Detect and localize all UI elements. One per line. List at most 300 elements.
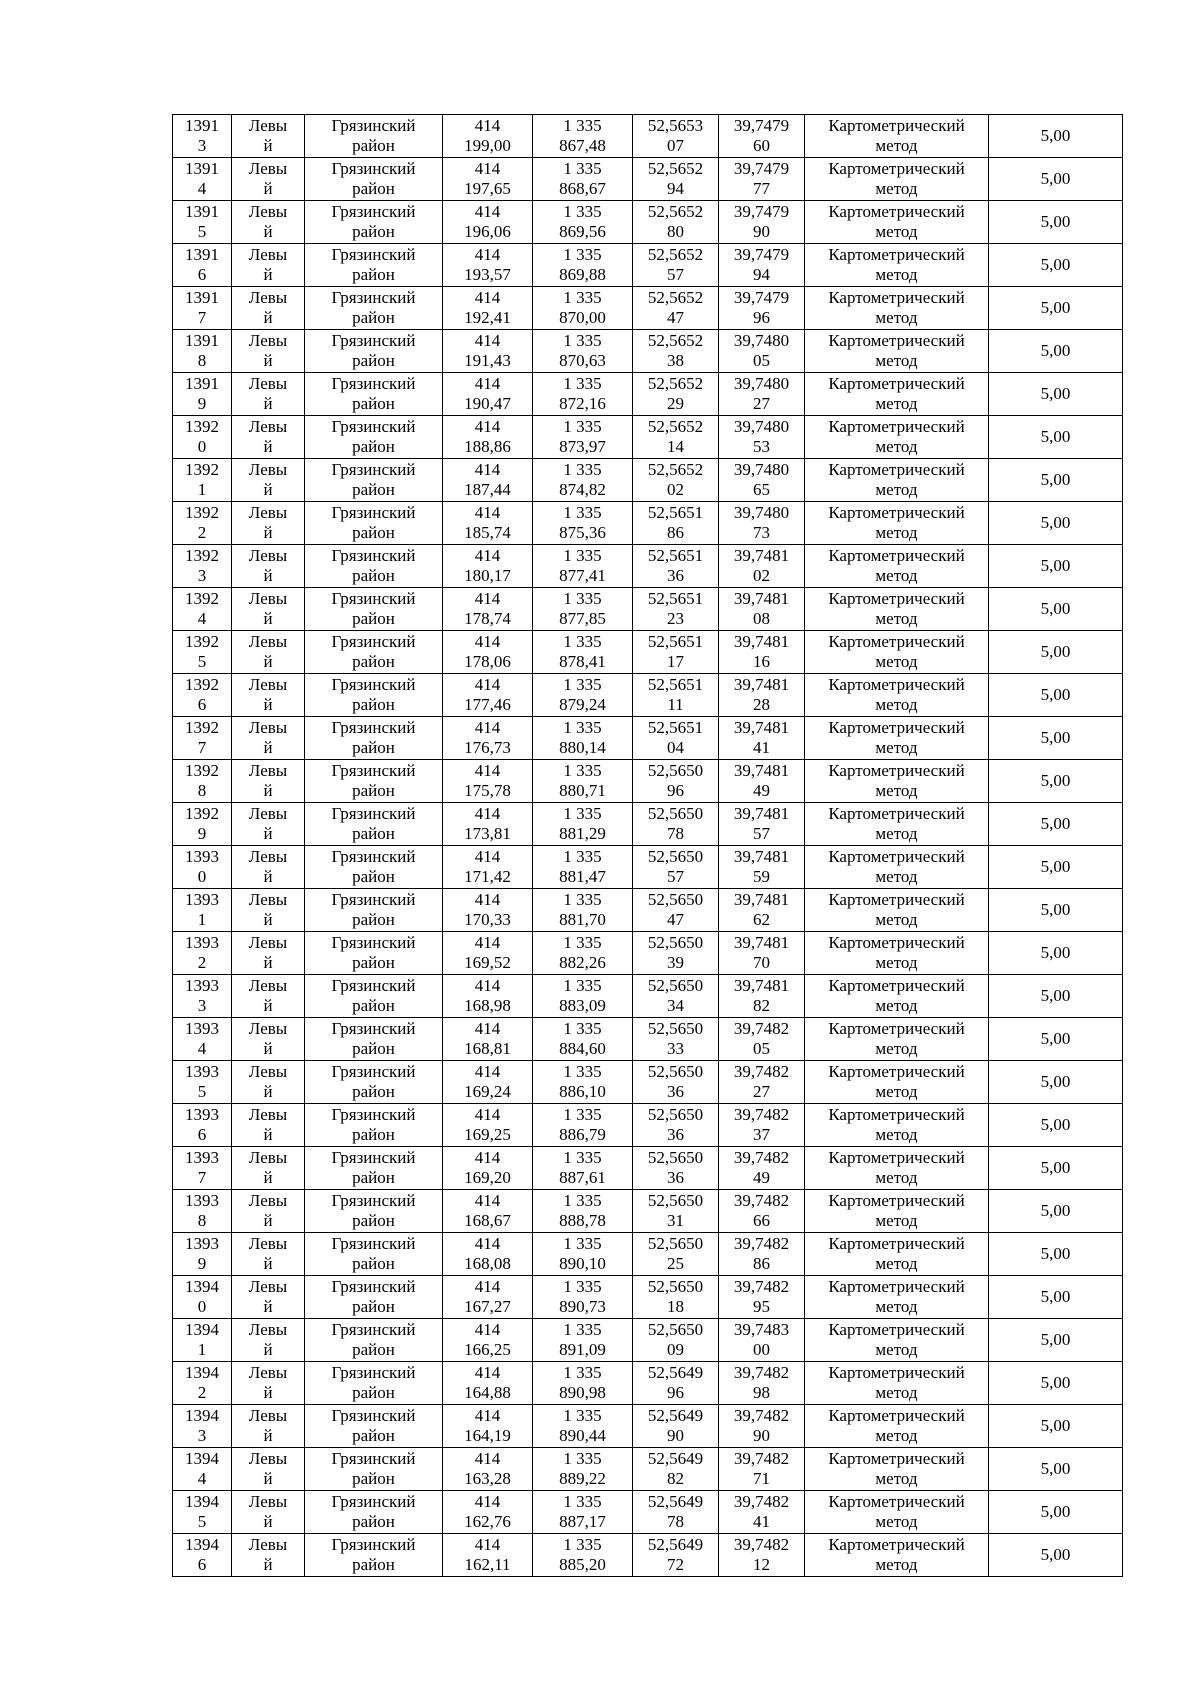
- cell-side: [232, 760, 305, 803]
- cell-latitude: [633, 1448, 719, 1491]
- cell-point-number-line: 1394: [185, 1449, 219, 1468]
- cell-side-line: й: [263, 824, 273, 843]
- cell-side-line: Левы: [248, 159, 288, 178]
- cell-method-line: Картометрический: [828, 804, 965, 823]
- cell-latitude: [633, 502, 719, 545]
- cell-side: [232, 330, 305, 373]
- cell-latitude-line: 52,5650: [647, 1234, 704, 1253]
- cell-longitude: [719, 1319, 805, 1362]
- cell-side-line: й: [263, 1340, 273, 1359]
- cell-longitude: [719, 115, 805, 158]
- cell-y-coordinate: [533, 115, 633, 158]
- cell-latitude-line: 07: [667, 136, 684, 155]
- cell-y-coordinate-line: 1 335: [563, 804, 602, 823]
- cell-method-line: метод: [875, 781, 918, 800]
- cell-y-coordinate-line: 879,24: [559, 695, 606, 714]
- cell-x-coordinate-line: 192,41: [464, 308, 511, 327]
- cell-point-number-line: 1392: [185, 589, 219, 608]
- cell-x-coordinate-line: 170,33: [464, 910, 511, 929]
- cell-point-number-line: 1393: [185, 1062, 219, 1081]
- cell-side-line: й: [263, 781, 273, 800]
- cell-method: [805, 244, 989, 287]
- cell-district-line: район: [352, 308, 395, 327]
- cell-point-number-line: 1392: [185, 546, 219, 565]
- cell-latitude-line: 29: [667, 394, 684, 413]
- cell-latitude-line: 96: [667, 781, 684, 800]
- cell-x-coordinate-line: 414: [474, 890, 501, 909]
- cell-method-line: Картометрический: [828, 976, 965, 995]
- cell-point-number-line: 6: [197, 265, 207, 284]
- cell-method-line: метод: [875, 1039, 918, 1058]
- cell-x-coordinate: [443, 1190, 533, 1233]
- cell-district-line: район: [352, 1555, 395, 1574]
- cell-point-number-line: 7: [197, 308, 207, 327]
- cell-side: [232, 201, 305, 244]
- cell-side-line: й: [263, 609, 273, 628]
- cell-district-line: Грязинский: [331, 1062, 416, 1081]
- cell-district-line: район: [352, 1426, 395, 1445]
- cell-point-number: [173, 1491, 232, 1534]
- cell-method-line: Картометрический: [828, 1019, 965, 1038]
- cell-y-coordinate-line: 885,20: [559, 1555, 606, 1574]
- cell-method-line: Картометрический: [828, 460, 965, 479]
- cell-x-coordinate-line: 178,06: [464, 652, 511, 671]
- cell-longitude: [719, 717, 805, 760]
- cell-x-coordinate: [443, 545, 533, 588]
- cell-x-coordinate: [443, 932, 533, 975]
- cell-x-coordinate-line: 414: [474, 1449, 501, 1468]
- cell-point-number: [173, 502, 232, 545]
- cell-longitude-line: 39,7481: [733, 890, 790, 909]
- cell-x-coordinate-line: 414: [474, 460, 501, 479]
- cell-y-coordinate-line: 867,48: [559, 136, 606, 155]
- cell-x-coordinate: [443, 201, 533, 244]
- cell-side-line: Левы: [248, 589, 288, 608]
- cell-x-coordinate: [443, 631, 533, 674]
- cell-point-number-line: 3: [197, 1426, 207, 1445]
- cell-method-line: метод: [875, 867, 918, 886]
- cell-y-coordinate-line: 880,71: [559, 781, 606, 800]
- cell-side-line: й: [263, 1125, 273, 1144]
- cell-point-number-line: 0: [197, 867, 207, 886]
- cell-y-coordinate-line: 880,14: [559, 738, 606, 757]
- cell-latitude-line: 09: [667, 1340, 684, 1359]
- cell-method: [805, 1190, 989, 1233]
- cell-y-coordinate-line: 883,09: [559, 996, 606, 1015]
- cell-district-line: Грязинский: [331, 1277, 416, 1296]
- cell-x-coordinate-line: 173,81: [464, 824, 511, 843]
- cell-longitude-line: 39,7479: [733, 245, 790, 264]
- cell-method-line: Картометрический: [828, 202, 965, 221]
- cell-y-coordinate-line: 886,10: [559, 1082, 606, 1101]
- cell-latitude-line: 52,5649: [647, 1449, 704, 1468]
- table-body: [173, 115, 1123, 1577]
- cell-side: [232, 1233, 305, 1276]
- cell-x-coordinate-line: 414: [474, 503, 501, 522]
- cell-method-line: Картометрический: [828, 1105, 965, 1124]
- cell-x-coordinate: [443, 846, 533, 889]
- cell-side-line: Левы: [248, 1406, 288, 1425]
- cell-longitude-line: 62: [753, 910, 770, 929]
- cell-accuracy: 5,00: [989, 373, 1123, 416]
- cell-district-line: район: [352, 1039, 395, 1058]
- cell-longitude: [719, 330, 805, 373]
- cell-y-coordinate: [533, 588, 633, 631]
- cell-side-line: й: [263, 1082, 273, 1101]
- cell-point-number-line: 1394: [185, 1406, 219, 1425]
- cell-y-coordinate: [533, 631, 633, 674]
- cell-point-number-line: 5: [197, 222, 207, 241]
- cell-accuracy: 5,00: [989, 674, 1123, 717]
- cell-method: [805, 1104, 989, 1147]
- cell-method-line: Картометрический: [828, 374, 965, 393]
- cell-latitude: [633, 932, 719, 975]
- cell-district: [305, 373, 443, 416]
- cell-side-line: й: [263, 996, 273, 1015]
- cell-y-coordinate: [533, 932, 633, 975]
- cell-x-coordinate-line: 177,46: [464, 695, 511, 714]
- cell-x-coordinate-line: 414: [474, 288, 501, 307]
- cell-point-number-line: 1392: [185, 718, 219, 737]
- cell-side-line: Левы: [248, 1449, 288, 1468]
- cell-x-coordinate-line: 169,25: [464, 1125, 511, 1144]
- cell-point-number-line: 5: [197, 1512, 207, 1531]
- cell-longitude-line: 65: [753, 480, 770, 499]
- cell-side-line: Левы: [248, 503, 288, 522]
- cell-latitude-line: 90: [667, 1426, 684, 1445]
- cell-y-coordinate-line: 882,26: [559, 953, 606, 972]
- cell-latitude-line: 96: [667, 1383, 684, 1402]
- cell-latitude-line: 11: [667, 695, 684, 714]
- cell-side: [232, 975, 305, 1018]
- cell-y-coordinate: [533, 416, 633, 459]
- cell-latitude: [633, 459, 719, 502]
- cell-district: [305, 1448, 443, 1491]
- cell-point-number-line: 9: [197, 394, 207, 413]
- cell-side-line: Левы: [248, 718, 288, 737]
- cell-method: [805, 889, 989, 932]
- cell-y-coordinate-line: 1 335: [563, 331, 602, 350]
- cell-side: [232, 1448, 305, 1491]
- cell-x-coordinate-line: 168,98: [464, 996, 511, 1015]
- table-row: [173, 287, 1123, 330]
- cell-side: [232, 717, 305, 760]
- cell-side: [232, 631, 305, 674]
- cell-method-line: метод: [875, 222, 918, 241]
- cell-district-line: Грязинский: [331, 546, 416, 565]
- cell-point-number: [173, 846, 232, 889]
- cell-latitude-line: 52,5651: [647, 546, 704, 565]
- cell-side-line: й: [263, 910, 273, 929]
- cell-accuracy: 5,00: [989, 932, 1123, 975]
- cell-method-line: метод: [875, 1426, 918, 1445]
- cell-district-line: Грязинский: [331, 1019, 416, 1038]
- cell-point-number: [173, 1018, 232, 1061]
- cell-district-line: район: [352, 996, 395, 1015]
- cell-longitude-line: 82: [753, 996, 770, 1015]
- cell-latitude: [633, 631, 719, 674]
- cell-longitude-line: 53: [753, 437, 770, 456]
- cell-longitude: [719, 588, 805, 631]
- cell-longitude: [719, 803, 805, 846]
- cell-side: [232, 545, 305, 588]
- cell-latitude-line: 52,5649: [647, 1535, 704, 1554]
- cell-y-coordinate-line: 1 335: [563, 1105, 602, 1124]
- cell-district-line: район: [352, 265, 395, 284]
- cell-latitude-line: 52,5652: [647, 288, 704, 307]
- cell-latitude-line: 78: [667, 1512, 684, 1531]
- cell-district: [305, 158, 443, 201]
- cell-latitude: [633, 545, 719, 588]
- cell-method-line: метод: [875, 179, 918, 198]
- cell-point-number-line: 6: [197, 695, 207, 714]
- cell-x-coordinate-line: 162,11: [464, 1555, 511, 1574]
- cell-district: [305, 330, 443, 373]
- cell-latitude: [633, 1147, 719, 1190]
- cell-point-number-line: 1392: [185, 417, 219, 436]
- cell-latitude: [633, 1319, 719, 1362]
- cell-side-line: Левы: [248, 288, 288, 307]
- cell-method: [805, 588, 989, 631]
- cell-side-line: й: [263, 1211, 273, 1230]
- cell-latitude-line: 52,5650: [647, 804, 704, 823]
- cell-method: [805, 1534, 989, 1577]
- cell-x-coordinate: [443, 1147, 533, 1190]
- cell-side: [232, 1319, 305, 1362]
- cell-latitude: [633, 1534, 719, 1577]
- cell-y-coordinate-line: 872,16: [559, 394, 606, 413]
- cell-y-coordinate-line: 887,17: [559, 1512, 606, 1531]
- cell-district: [305, 1018, 443, 1061]
- cell-y-coordinate-line: 878,41: [559, 652, 606, 671]
- cell-longitude: [719, 416, 805, 459]
- cell-longitude-line: 39,7482: [733, 1492, 790, 1511]
- cell-side-line: й: [263, 437, 273, 456]
- cell-longitude: [719, 1018, 805, 1061]
- cell-point-number: [173, 287, 232, 330]
- cell-latitude-line: 52,5651: [647, 718, 704, 737]
- cell-y-coordinate-line: 1 335: [563, 1019, 602, 1038]
- cell-method: [805, 1405, 989, 1448]
- cell-latitude: [633, 803, 719, 846]
- cell-district: [305, 1233, 443, 1276]
- cell-latitude: [633, 1018, 719, 1061]
- cell-x-coordinate-line: 176,73: [464, 738, 511, 757]
- cell-accuracy: 5,00: [989, 1147, 1123, 1190]
- cell-side: [232, 1104, 305, 1147]
- cell-x-coordinate: [443, 459, 533, 502]
- cell-method-line: Картометрический: [828, 675, 965, 694]
- cell-longitude-line: 41: [753, 738, 770, 757]
- cell-district: [305, 889, 443, 932]
- table-row: [173, 545, 1123, 588]
- cell-method-line: метод: [875, 523, 918, 542]
- cell-district: [305, 545, 443, 588]
- cell-method-line: Картометрический: [828, 245, 965, 264]
- cell-y-coordinate: [533, 1104, 633, 1147]
- table-row: [173, 158, 1123, 201]
- cell-longitude-line: 49: [753, 1168, 770, 1187]
- cell-side: [232, 846, 305, 889]
- cell-longitude: [719, 459, 805, 502]
- cell-district-line: район: [352, 824, 395, 843]
- cell-longitude: [719, 1104, 805, 1147]
- cell-latitude-line: 86: [667, 523, 684, 542]
- cell-y-coordinate-line: 1 335: [563, 245, 602, 264]
- cell-district: [305, 674, 443, 717]
- cell-longitude: [719, 1061, 805, 1104]
- cell-longitude: [719, 889, 805, 932]
- cell-district-line: Грязинский: [331, 890, 416, 909]
- cell-point-number-line: 8: [197, 351, 207, 370]
- table-row: [173, 201, 1123, 244]
- cell-district-line: Грязинский: [331, 1148, 416, 1167]
- cell-x-coordinate: [443, 889, 533, 932]
- cell-district-line: район: [352, 394, 395, 413]
- table-row: [173, 1362, 1123, 1405]
- cell-method: [805, 201, 989, 244]
- cell-latitude: [633, 674, 719, 717]
- cell-district-line: Грязинский: [331, 804, 416, 823]
- cell-x-coordinate-line: 414: [474, 1277, 501, 1296]
- cell-longitude-line: 28: [753, 695, 770, 714]
- cell-district-line: Грязинский: [331, 1535, 416, 1554]
- cell-longitude-line: 39,7481: [733, 933, 790, 952]
- cell-longitude-line: 39,7480: [733, 331, 790, 350]
- cell-x-coordinate: [443, 158, 533, 201]
- cell-point-number-line: 2: [197, 1383, 207, 1402]
- cell-y-coordinate-line: 1 335: [563, 890, 602, 909]
- cell-district: [305, 502, 443, 545]
- cell-method: [805, 459, 989, 502]
- cell-y-coordinate-line: 1 335: [563, 1191, 602, 1210]
- cell-method-line: метод: [875, 566, 918, 585]
- cell-method-line: метод: [875, 136, 918, 155]
- cell-x-coordinate: [443, 330, 533, 373]
- cell-method-line: метод: [875, 1555, 918, 1574]
- cell-longitude: [719, 1233, 805, 1276]
- cell-longitude-line: 00: [753, 1340, 770, 1359]
- cell-method: [805, 975, 989, 1018]
- cell-district: [305, 1190, 443, 1233]
- cell-longitude-line: 39,7483: [733, 1320, 790, 1339]
- cell-district: [305, 1534, 443, 1577]
- table-row: [173, 588, 1123, 631]
- cell-accuracy: 5,00: [989, 287, 1123, 330]
- cell-latitude-line: 52,5651: [647, 675, 704, 694]
- cell-side: [232, 244, 305, 287]
- cell-point-number: [173, 1104, 232, 1147]
- cell-longitude-line: 39,7481: [733, 718, 790, 737]
- cell-longitude: [719, 201, 805, 244]
- cell-method-line: Картометрический: [828, 417, 965, 436]
- cell-x-coordinate: [443, 502, 533, 545]
- cell-side-line: й: [263, 652, 273, 671]
- cell-y-coordinate-line: 869,88: [559, 265, 606, 284]
- cell-y-coordinate-line: 1 335: [563, 1535, 602, 1554]
- cell-latitude: [633, 975, 719, 1018]
- cell-point-number: [173, 1061, 232, 1104]
- table-row: [173, 846, 1123, 889]
- cell-side: [232, 588, 305, 631]
- cell-latitude-line: 52,5652: [647, 245, 704, 264]
- cell-point-number: [173, 717, 232, 760]
- cell-side-line: Левы: [248, 245, 288, 264]
- cell-longitude-line: 39,7481: [733, 761, 790, 780]
- cell-side: [232, 1276, 305, 1319]
- cell-side: [232, 1405, 305, 1448]
- cell-latitude-line: 52,5652: [647, 331, 704, 350]
- cell-longitude: [719, 1190, 805, 1233]
- cell-y-coordinate: [533, 1190, 633, 1233]
- cell-district-line: Грязинский: [331, 589, 416, 608]
- cell-district-line: район: [352, 1512, 395, 1531]
- cell-y-coordinate-line: 890,73: [559, 1297, 606, 1316]
- cell-side: [232, 1147, 305, 1190]
- cell-latitude-line: 52,5652: [647, 417, 704, 436]
- cell-district-line: район: [352, 351, 395, 370]
- cell-side-line: й: [263, 1383, 273, 1402]
- cell-y-coordinate: [533, 975, 633, 1018]
- cell-point-number-line: 1394: [185, 1492, 219, 1511]
- cell-district-line: район: [352, 1297, 395, 1316]
- cell-district-line: район: [352, 1168, 395, 1187]
- cell-x-coordinate-line: 169,52: [464, 953, 511, 972]
- cell-longitude-line: 90: [753, 222, 770, 241]
- cell-method-line: метод: [875, 910, 918, 929]
- cell-side-line: й: [263, 222, 273, 241]
- cell-y-coordinate: [533, 717, 633, 760]
- cell-y-coordinate-line: 869,56: [559, 222, 606, 241]
- cell-side-line: й: [263, 1426, 273, 1445]
- cell-y-coordinate-line: 870,63: [559, 351, 606, 370]
- cell-district: [305, 1276, 443, 1319]
- cell-point-number: [173, 330, 232, 373]
- cell-method-line: метод: [875, 308, 918, 327]
- cell-point-number-line: 1392: [185, 460, 219, 479]
- cell-method: [805, 1491, 989, 1534]
- cell-method-line: Картометрический: [828, 1363, 965, 1382]
- cell-longitude-line: 08: [753, 609, 770, 628]
- cell-side: [232, 416, 305, 459]
- cell-latitude-line: 36: [667, 1082, 684, 1101]
- cell-method: [805, 330, 989, 373]
- cell-latitude-line: 52,5652: [647, 374, 704, 393]
- cell-district-line: район: [352, 652, 395, 671]
- cell-side-line: Левы: [248, 890, 288, 909]
- cell-side-line: й: [263, 308, 273, 327]
- cell-side-line: Левы: [248, 675, 288, 694]
- cell-accuracy: 5,00: [989, 1018, 1123, 1061]
- cell-district-line: Грязинский: [331, 116, 416, 135]
- cell-x-coordinate-line: 163,28: [464, 1469, 511, 1488]
- cell-district-line: район: [352, 867, 395, 886]
- cell-y-coordinate-line: 870,00: [559, 308, 606, 327]
- cell-x-coordinate: [443, 1233, 533, 1276]
- cell-method: [805, 1233, 989, 1276]
- cell-accuracy: 5,00: [989, 244, 1123, 287]
- cell-side: [232, 674, 305, 717]
- cell-longitude-line: 71: [753, 1469, 770, 1488]
- table-row: [173, 803, 1123, 846]
- cell-latitude-line: 57: [667, 265, 684, 284]
- cell-point-number: [173, 1534, 232, 1577]
- cell-district-line: Грязинский: [331, 718, 416, 737]
- cell-latitude-line: 52,5651: [647, 632, 704, 651]
- cell-longitude: [719, 932, 805, 975]
- cell-y-coordinate: [533, 287, 633, 330]
- cell-point-number-line: 1391: [185, 288, 219, 307]
